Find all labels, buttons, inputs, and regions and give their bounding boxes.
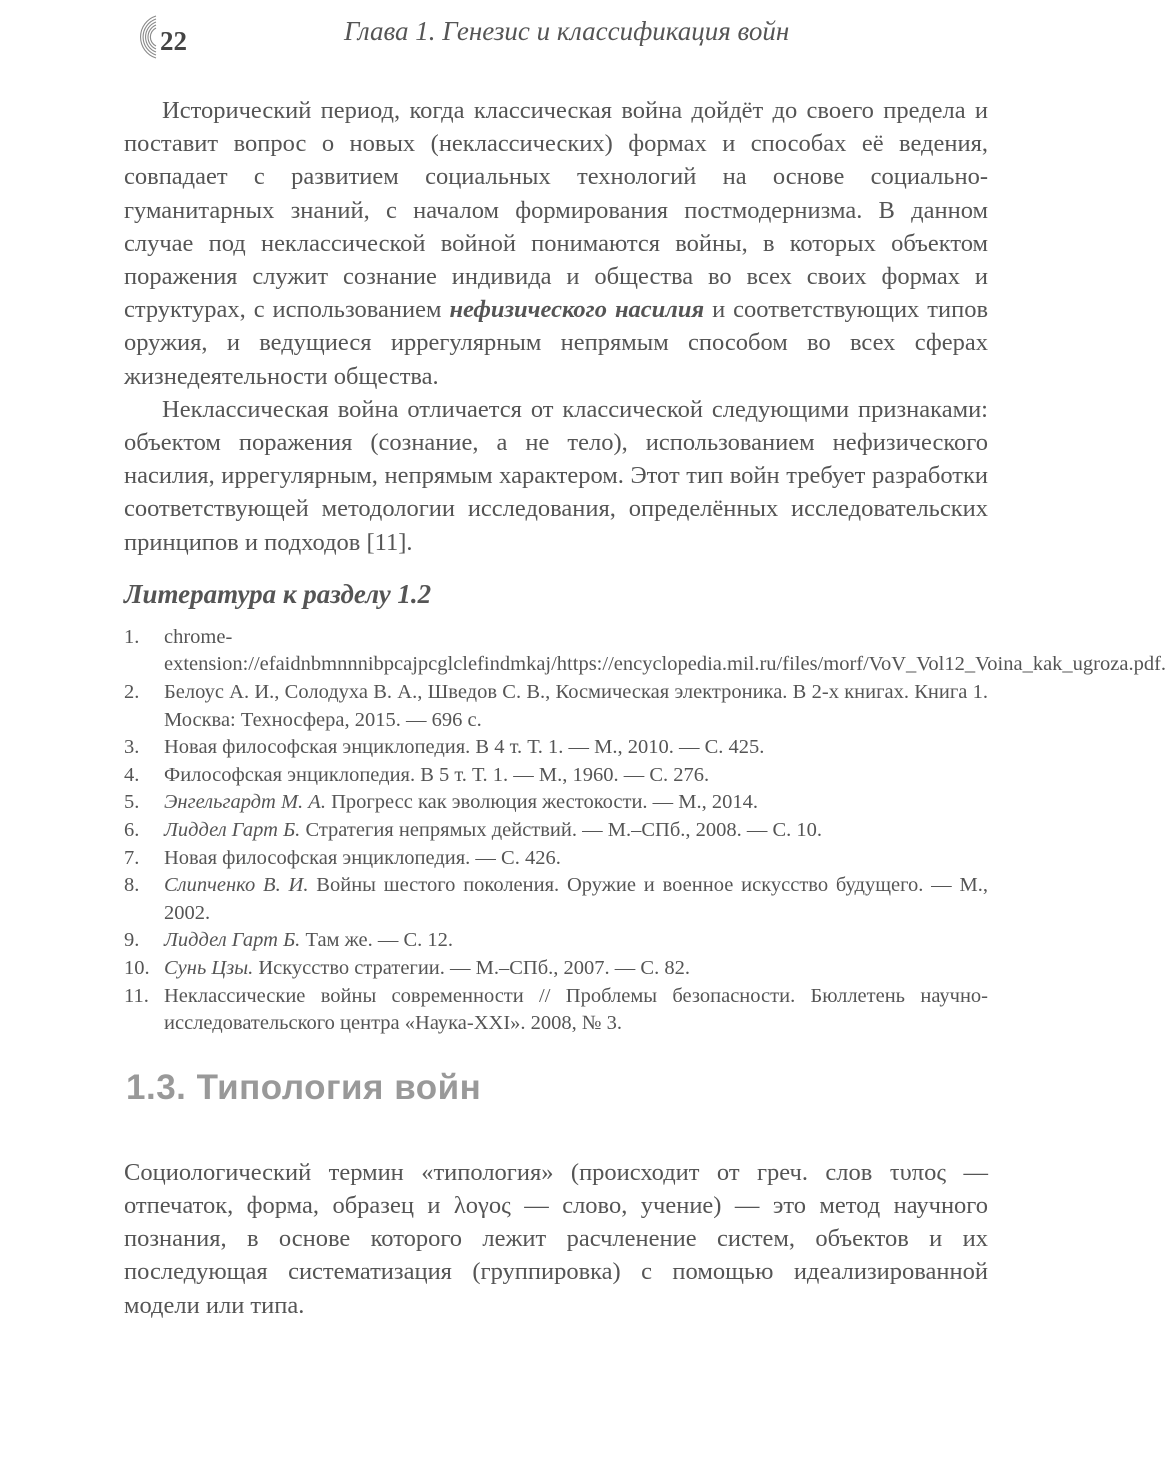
reference-number: 1. — [124, 625, 140, 648]
reference-number: 9. — [124, 929, 140, 952]
section-title: 1.3. Типология войн — [126, 1067, 482, 1107]
reference-text: Философская энциклопедия. В 5 т. Т. 1. — М., 1960. — С. 276. — [164, 763, 710, 786]
reference-item — [124, 624, 1166, 679]
literature-heading: Литература к разделу 1.2 — [124, 578, 432, 609]
reference-author: Слипченко В. И. — [164, 874, 309, 897]
reference-text: chrome-extension://efaidnbmnnnibpcajpcglclefindmkaj/https://encyclopedia.mil.ru/files/morf/VoV_Vol12_Voina_kak_ugroza.pdf. — [164, 625, 1166, 676]
reference-number: 7. — [124, 846, 140, 869]
page-content — [124, 94, 1166, 1322]
reference-author: Лиддел Гарт Б. — [164, 929, 301, 952]
reference-text: Новая философская энциклопедия. В 4 т. Т. 1. — М., 2010. — С. 425. — [164, 736, 765, 759]
reference-author: Сунь Цзы. — [164, 956, 254, 979]
paragraph-1-text-b: и соответствующих типов оружия, и ведущиеся иррегулярным непрямым способом во всех сферах жизнедеятельности общества. — [124, 296, 989, 390]
reference-author: Энгельгардт М. А. — [164, 791, 326, 814]
reference-number: 11. — [124, 984, 149, 1007]
reference-number: 6. — [124, 819, 140, 841]
reference-item — [124, 679, 988, 734]
reference-number: 8. — [124, 874, 140, 897]
reference-text: Новая философская энциклопедия. — С. 426. — [164, 846, 561, 869]
reference-text: Белоус А. И., Солодуха В. А., Шведов С. В., Космическая электроника. В 2-х книгах. Книга 1. Москва: Техносфера, 2015. — 696 с. — [164, 681, 988, 731]
reference-item — [124, 955, 988, 983]
reference-text: Войны шестого поколения. Оружие и военное искусство будущего. — М., 2002. — [164, 874, 988, 924]
reference-item — [124, 927, 988, 955]
reference-item — [124, 817, 988, 845]
reference-item — [124, 734, 988, 762]
paragraph-1-text-a: Исторический период, когда классическая война дойдёт до своего предела и поставит вопрос о новых (неклассических) формах и способах её ведения, совпадает с развитием социальных технологий на основе социально-гуманитарных знаний, с началом формирования постмодернизма. В данном случае под неклассической войной понимаются войны, в которых объектом поражения служит сознание индивида и общества во всех своих формах и структурах, с использованием — [124, 97, 988, 324]
reference-item — [124, 789, 988, 817]
reference-text: Там же. — С. 12. — [300, 929, 454, 952]
reference-text: Прогресс как эволюция жестокости. — М., 2014. — [325, 791, 759, 814]
reference-text: Стратегия непрямых действий. — М.–СПб., 2008. — С. 10. — [300, 819, 823, 841]
references-list — [124, 624, 1166, 1038]
reference-text: Искусство стратегии. — М.–СПб., 2007. — С. 82. — [253, 956, 690, 979]
reference-item — [124, 762, 988, 790]
reference-text: Неклассические войны современности // Проблемы безопасности. Бюллетень научно-исследовательского центра «Наука-XXI». 2008, № 3. — [164, 984, 988, 1035]
section-paragraph-1: Социологический термин «типология» (происходит от греч. слов τυπος — отпечаток, форма, образец и λογος — слово, учение) — это метод научного познания, в основе которого лежит расчленение систем, объектов и их последующая систематизация (группировка) с помощью идеализированной модели или типа. — [124, 1158, 988, 1319]
reference-number: 10. — [124, 956, 150, 979]
reference-number: 2. — [124, 681, 140, 704]
reference-number: 4. — [124, 763, 140, 786]
reference-item — [124, 845, 988, 873]
reference-number: 3. — [124, 736, 140, 759]
reference-number: 5. — [124, 791, 140, 814]
paragraph-1 — [124, 94, 988, 393]
page-number-badge — [122, 14, 212, 54]
reference-item — [124, 983, 988, 1038]
running-title: Глава 1. Генезис и классификация войн — [344, 16, 790, 46]
paragraph-2: Неклассическая война отличается от классической следующими признаками: объектом поражения (сознание, а не тело), использованием нефизического насилия, иррегулярным, непрямым характером. Этот тип войн требует разработки соответствующей методологии исследования, определённых исследовательских принципов и подходов [11]. — [124, 395, 988, 556]
page-number: 22 — [160, 26, 187, 56]
reference-item — [124, 872, 988, 927]
paragraph-1-emphasis: нефизического насилия — [449, 296, 705, 324]
reference-author: Лиддел Гарт Б. — [164, 819, 301, 841]
